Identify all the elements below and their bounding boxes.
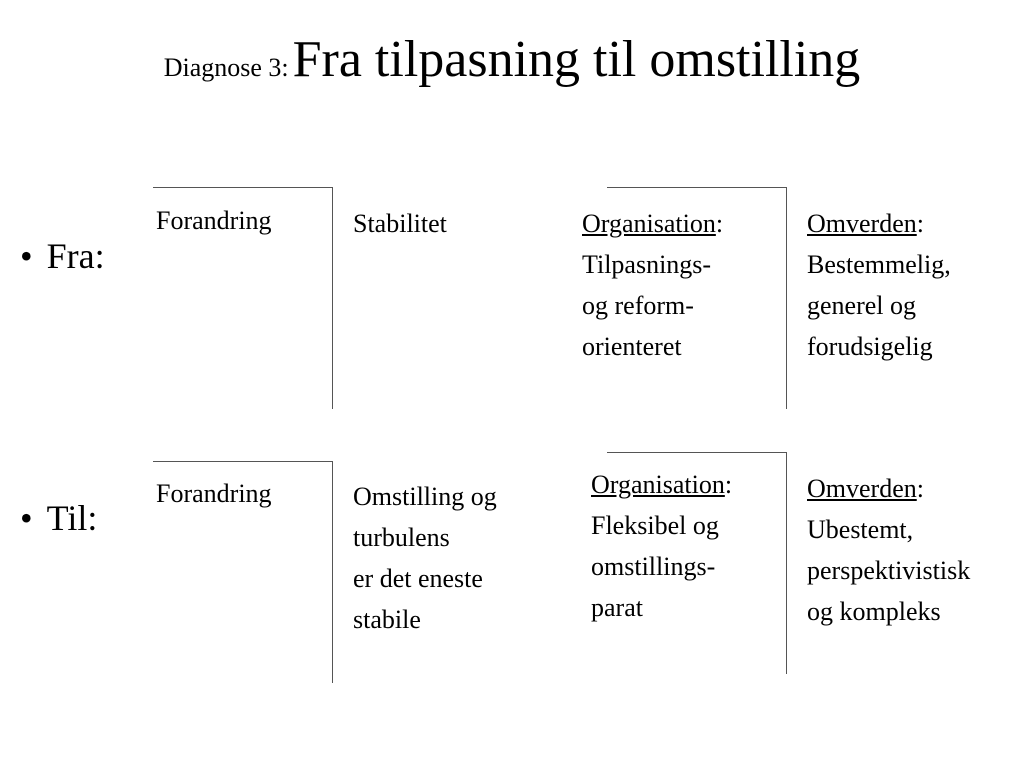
omverden-line: Ubestemt, [807,515,914,544]
bullet-fra [20,238,105,274]
slide-title [0,31,1024,88]
omverden-heading: Omverden: [807,209,924,238]
omverden-label: Omverden [807,474,917,503]
omverden-line: perspektivistisk [807,556,971,585]
omverden-line: forudsigelig [807,332,933,361]
stabilitet-line: Omstilling og [353,482,497,511]
bullet-dot: • [20,498,33,538]
stabilitet-cell [353,203,447,244]
omverden-cell [807,468,970,632]
omverden-cell [807,203,951,367]
omverden-heading: Omverden: [807,474,924,503]
omverden-label: Omverden [807,209,917,238]
organisation-heading: Organisation: [591,470,733,499]
organisation-label: Organisation [591,470,725,499]
organisation-line: og reform- [582,291,694,320]
omverden-line: generel og [807,291,917,320]
organisation-line: omstillings- [591,552,716,581]
organisation-label: Organisation [582,209,716,238]
omverden-line: og kompleks [807,597,941,626]
organisation-line: Tilpasnings- [582,250,712,279]
organisation-line: Fleksibel og [591,511,719,540]
bullet-label: Fra: [46,236,105,276]
forandring-text: Forandring [156,479,272,508]
forandring-label [156,473,272,514]
stabilitet-line: stabile [353,605,421,634]
stabilitet-line: Stabilitet [353,209,447,238]
organisation-line: parat [591,593,643,622]
organisation-cell [582,203,723,367]
title-prefix: Diagnose 3: [163,53,289,82]
bullet-til [20,500,97,536]
organisation-cell [591,464,732,628]
stabilitet-cell [353,476,497,640]
stabilitet-line: turbulens [353,523,450,552]
omverden-line: Bestemmelig, [807,250,951,279]
forandring-label [156,200,272,241]
organisation-heading: Organisation: [582,209,724,238]
bullet-label: Til: [46,498,98,538]
organisation-line: orienteret [582,332,682,361]
bullet-dot: • [20,236,33,276]
forandring-text: Forandring [156,206,272,235]
stabilitet-line: er det eneste [353,564,483,593]
title-main: Fra tilpasning til omstilling [292,31,861,88]
